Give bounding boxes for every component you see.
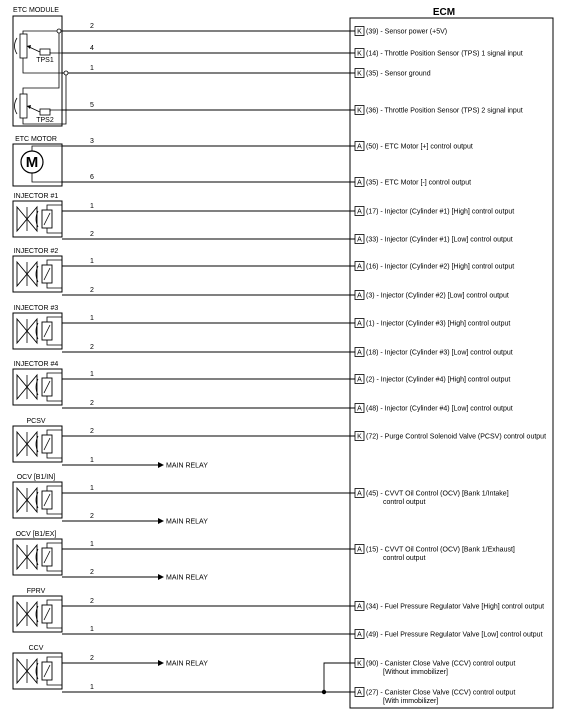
component-8 bbox=[13, 645, 62, 689]
arrow-icon bbox=[158, 462, 164, 468]
pin-label: (45) - CVVT Oil Control (OCV) [Bank 1/Intake] bbox=[366, 490, 509, 498]
pin-number: 1 bbox=[90, 626, 94, 633]
component-4 bbox=[13, 418, 62, 462]
pin-number: 1 bbox=[90, 315, 94, 322]
component-2 bbox=[13, 305, 62, 349]
ecm-pin-9 bbox=[355, 291, 509, 300]
pin-label: (35) - Sensor ground bbox=[366, 70, 431, 78]
connector-letter: K bbox=[357, 28, 362, 36]
ecm-pin-13 bbox=[355, 404, 513, 413]
pin-label: (14) - Throttle Position Sensor (TPS) 1 signal input bbox=[366, 50, 523, 58]
component-5 bbox=[13, 474, 62, 518]
connector-letter: A bbox=[357, 631, 362, 639]
pin-number: 1 bbox=[90, 684, 94, 691]
pin-label: (35) - ETC Motor [-] control output bbox=[366, 179, 472, 187]
arrow-icon bbox=[158, 518, 164, 524]
pin-number: 1 bbox=[90, 65, 94, 72]
component-title: CCV bbox=[28, 645, 44, 652]
connector-letter: A bbox=[357, 263, 362, 271]
resistor-icon bbox=[20, 94, 27, 118]
pin-number: 2 bbox=[90, 569, 94, 576]
resistor-icon bbox=[20, 34, 27, 58]
connector-letter: A bbox=[357, 546, 362, 554]
pin-label: (1) - Injector (Cylinder #3) [High] control output bbox=[366, 320, 511, 328]
pin-label-line2: [With immobilizer] bbox=[383, 698, 439, 705]
pin-number: 1 bbox=[90, 371, 94, 378]
component-title: INJECTOR #4 bbox=[13, 361, 59, 368]
arrow-icon bbox=[158, 574, 164, 580]
ecm-pin-0 bbox=[355, 27, 447, 36]
main-relay-label: MAIN RELAY bbox=[166, 462, 208, 470]
junction-dot bbox=[322, 690, 326, 694]
connector-letter: K bbox=[357, 660, 362, 668]
connector-letter: A bbox=[357, 208, 362, 216]
component-title: OCV [B1/EX] bbox=[15, 531, 57, 538]
pin-number: 2 bbox=[90, 344, 94, 351]
pin-label-line2: control output bbox=[383, 499, 426, 506]
node bbox=[57, 29, 61, 33]
ecm-title: ECM bbox=[432, 7, 456, 18]
pin-number: 1 bbox=[90, 485, 94, 492]
pin-label-line2: control output bbox=[383, 555, 426, 562]
connector-letter: K bbox=[357, 107, 362, 115]
component-6 bbox=[13, 531, 62, 575]
connector-letter: A bbox=[357, 490, 362, 498]
ecm-pin-8 bbox=[355, 262, 514, 271]
sensor-box bbox=[40, 109, 50, 115]
pin-label: (72) - Purge Control Solenoid Valve (PCSV) control output bbox=[366, 433, 547, 441]
pin-number: 2 bbox=[90, 598, 94, 605]
connector-letter: A bbox=[357, 179, 362, 187]
pin-number: 5 bbox=[90, 102, 94, 109]
pin-label: (18) - Injector (Cylinder #3) [Low] control output bbox=[366, 349, 513, 357]
ecm-pin-5 bbox=[355, 178, 471, 187]
pin-label: (49) - Fuel Pressure Regulator Valve [Low] control output bbox=[366, 631, 543, 639]
ecm-pin-14 bbox=[355, 432, 546, 441]
tps-label: TPS1 bbox=[36, 57, 54, 64]
component-7 bbox=[13, 588, 62, 632]
main-relay-label: MAIN RELAY bbox=[166, 660, 208, 668]
ecm-pin-17 bbox=[355, 602, 544, 611]
ecm-pin-1 bbox=[355, 49, 523, 58]
pin-label-line2: [Without immobilizer] bbox=[383, 669, 448, 676]
pin-number: 2 bbox=[90, 428, 94, 435]
pin-label: (16) - Injector (Cylinder #2) [High] control output bbox=[366, 263, 515, 271]
connector-letter: A bbox=[357, 376, 362, 384]
pin-number: 6 bbox=[90, 174, 94, 181]
component-title: FPRV bbox=[26, 588, 46, 595]
component-title: INJECTOR #2 bbox=[13, 248, 59, 255]
pin-label: (39) - Sensor power (+5V) bbox=[366, 28, 448, 36]
connector-letter: A bbox=[357, 292, 362, 300]
pin-label: (27) - Canister Close Valve (CCV) control output bbox=[366, 689, 516, 697]
sensor-box bbox=[40, 49, 50, 55]
connector-letter: K bbox=[357, 433, 362, 441]
ecm-pin-11 bbox=[355, 348, 513, 357]
pin-number: 2 bbox=[90, 287, 94, 294]
pin-number: 2 bbox=[90, 231, 94, 238]
pin-number: 2 bbox=[90, 23, 94, 30]
ecm-pin-18 bbox=[355, 630, 543, 639]
pin-number: 1 bbox=[90, 457, 94, 464]
connector-letter: A bbox=[357, 603, 362, 611]
main-relay-label: MAIN RELAY bbox=[166, 574, 208, 582]
ecm-pin-10 bbox=[355, 319, 510, 328]
connector-letter: A bbox=[357, 689, 362, 697]
arrow-icon bbox=[158, 660, 164, 666]
ecm-pin-4 bbox=[355, 142, 473, 151]
connector-letter: A bbox=[357, 349, 362, 357]
pin-number: 1 bbox=[90, 203, 94, 210]
pin-label: (48) - Injector (Cylinder #4) [Low] control output bbox=[366, 405, 513, 413]
connector-letter: K bbox=[357, 50, 362, 58]
component-3 bbox=[13, 361, 62, 405]
pin-label: (36) - Throttle Position Sensor (TPS) 2 signal input bbox=[366, 107, 523, 115]
component-title: PCSV bbox=[26, 418, 46, 425]
tps-label: TPS2 bbox=[36, 117, 54, 124]
connector-letter: A bbox=[357, 320, 362, 328]
pin-number: 4 bbox=[90, 45, 94, 52]
pin-label: (15) - CVVT Oil Control (OCV) [Bank 1/Exhaust] bbox=[366, 546, 515, 554]
pin-label: (33) - Injector (Cylinder #1) [Low] control output bbox=[366, 236, 513, 244]
pin-label: (50) - ETC Motor [+] control output bbox=[366, 143, 473, 151]
pin-label: (90) - Canister Close Valve (CCV) control output bbox=[366, 660, 516, 668]
pin-label: (3) - Injector (Cylinder #2) [Low] control output bbox=[366, 292, 509, 300]
pin-label: (17) - Injector (Cylinder #1) [High] control output bbox=[366, 208, 515, 216]
pin-number: 2 bbox=[90, 513, 94, 520]
etc-module-title: ETC MODULE bbox=[13, 7, 59, 14]
pin-number: 1 bbox=[90, 541, 94, 548]
pin-number: 3 bbox=[90, 138, 94, 145]
component-title: OCV [B1/IN] bbox=[16, 474, 56, 481]
pin-label: (34) - Fuel Pressure Regulator Valve [High] control output bbox=[366, 603, 545, 611]
pin-label: (2) - Injector (Cylinder #4) [High] control output bbox=[366, 376, 511, 384]
node bbox=[64, 71, 68, 75]
etc-motor-title: ETC MOTOR bbox=[15, 136, 57, 143]
connector-letter: K bbox=[357, 70, 362, 78]
ecm-pin-6 bbox=[355, 207, 514, 216]
connector-letter: A bbox=[357, 236, 362, 244]
connector-letter: A bbox=[357, 143, 362, 151]
component-1 bbox=[13, 248, 62, 292]
component-0 bbox=[13, 193, 62, 237]
pin-number: 1 bbox=[90, 258, 94, 265]
component-title: INJECTOR #3 bbox=[13, 305, 59, 312]
ecm-pin-7 bbox=[355, 235, 513, 244]
main-relay-label: MAIN RELAY bbox=[166, 518, 208, 526]
ecm-pin-12 bbox=[355, 375, 510, 384]
motor-symbol: M bbox=[25, 154, 39, 171]
component-title: INJECTOR #1 bbox=[13, 193, 59, 200]
pin-number: 2 bbox=[90, 655, 94, 662]
ecm-pin-2 bbox=[355, 69, 431, 78]
pin-number: 2 bbox=[90, 400, 94, 407]
ecm-pin-3 bbox=[355, 106, 523, 115]
connector-letter: A bbox=[357, 405, 362, 413]
